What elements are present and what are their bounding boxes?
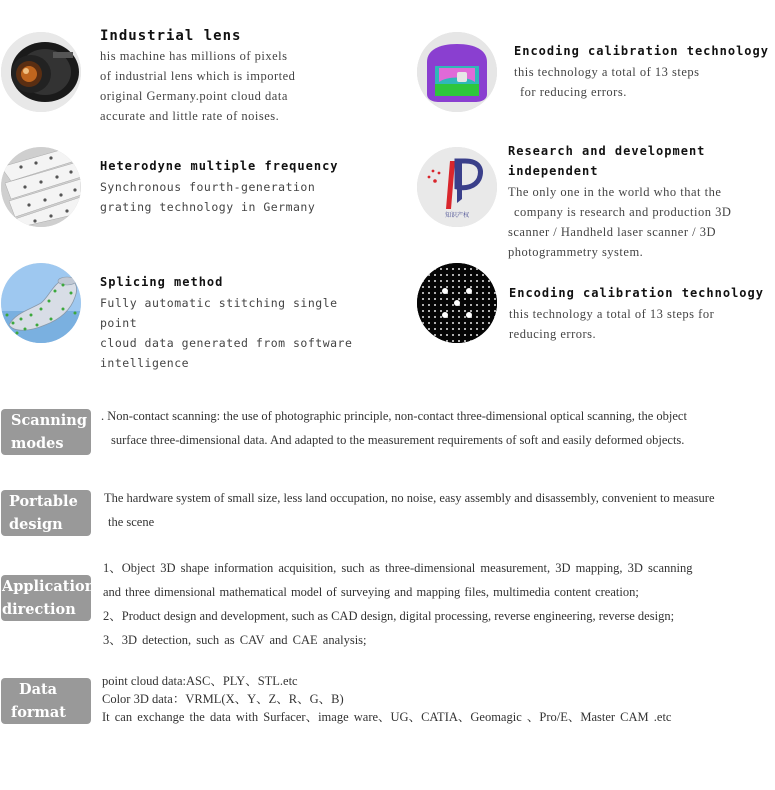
application-direction-description (103, 556, 765, 652)
grating-pattern-image (1, 147, 81, 227)
description-line: . Non-contact scanning: the use of photographic principle, non-contact three-dimensional optical scanning, the object (101, 409, 687, 423)
description-line: It can exchange the data with Surfacer、image ware、UG、CATIA、Geomagic 、Pro/E、Master CAM .etc (102, 710, 672, 724)
label-line: Scanning (11, 412, 87, 429)
description-line: Synchronous fourth-generation (100, 180, 316, 194)
description-line: for reducing errors. (520, 85, 627, 99)
description-line: his machine has millions of pixels (100, 49, 288, 63)
description-line: cloud data generated from software (100, 336, 353, 350)
point-cloud-shoe-image (1, 263, 81, 343)
portable-design-label (1, 490, 91, 536)
feature-title: Heterodyne multiple frequency (100, 159, 339, 173)
deviation-map-image (417, 32, 497, 112)
feature-title: Encoding calibration technology (509, 286, 764, 300)
intellectual-property-logo-image (417, 147, 497, 227)
description-line: the scene (108, 515, 155, 529)
feature-description (100, 177, 330, 217)
description-line: of industrial lens which is imported (100, 69, 296, 83)
data-format-description (102, 672, 772, 726)
description-line: original Germany.point cloud data (100, 89, 288, 103)
feature-title: Encoding calibration technology (514, 44, 769, 58)
label-line: format (11, 704, 66, 721)
label-line: design (9, 516, 63, 533)
label-line: Data (19, 681, 58, 698)
description-line: this technology a total of 13 steps for (509, 307, 715, 321)
description-line: Fully automatic stitching single point (100, 296, 338, 330)
feature-description (508, 182, 770, 262)
description-line: point cloud data:ASC、PLY、STL.etc (102, 674, 298, 688)
description-line: company is research and production 3D (514, 205, 732, 219)
feature-title: Research and development (508, 144, 706, 158)
description-line: scanner / Handheld laser scanner / 3D (508, 225, 717, 239)
description-line: grating technology in Germany (100, 200, 316, 214)
industrial-lens-image (1, 32, 81, 112)
scanning-modes-label (1, 409, 91, 455)
portable-design-description (104, 486, 774, 534)
description-line: Color 3D data：VRML(X、Y、Z、R、G、B) (102, 692, 344, 706)
description-line: 3、3D detection, such as CAV and CAE analysis; (103, 633, 367, 647)
description-line: 1、Object 3D shape information acquisition, such as three-dimensional measurement, 3D mapping, 3D scanning (103, 561, 693, 575)
scanning-modes-description (101, 404, 771, 452)
description-line: this technology a total of 13 steps (514, 65, 700, 79)
calibration-dots-image (417, 263, 497, 343)
label-line: modes (11, 435, 64, 452)
application-direction-label (1, 575, 96, 621)
feature-description (100, 293, 380, 373)
feature-title: Industrial lens (100, 28, 242, 44)
description-line: reducing errors. (509, 327, 597, 341)
description-line: accurate and little rate of noises. (100, 109, 280, 123)
feature-title-continued: independent (508, 164, 599, 178)
description-line: and three dimensional mathematical model of surveying and mapping files, multimedia content creation; (103, 585, 639, 599)
feature-description (509, 304, 764, 344)
label-line: Application (2, 578, 96, 595)
feature-description (100, 46, 340, 126)
label-line: Portable (9, 493, 78, 510)
description-line: The hardware system of small size, less land occupation, no noise, easy assembly and disassembly, convenient to measure (104, 491, 715, 505)
description-line: The only one in the world who that the (508, 185, 722, 199)
feature-title: Splicing method (100, 275, 224, 289)
description-line: surface three-dimensional data. And adapted to the measurement requirements of soft and easily deformed objects. (111, 433, 685, 447)
data-format-label (1, 678, 91, 724)
label-line: direction (2, 601, 76, 618)
description-line: intelligence (100, 356, 190, 370)
description-line: photogrammetry system. (508, 245, 644, 259)
logo-text: 知识产权 (444, 212, 469, 219)
description-line: 2、Product design and development, such as CAD design, digital processing, reverse engineering, reverse design; (103, 609, 675, 623)
feature-description (514, 62, 754, 102)
